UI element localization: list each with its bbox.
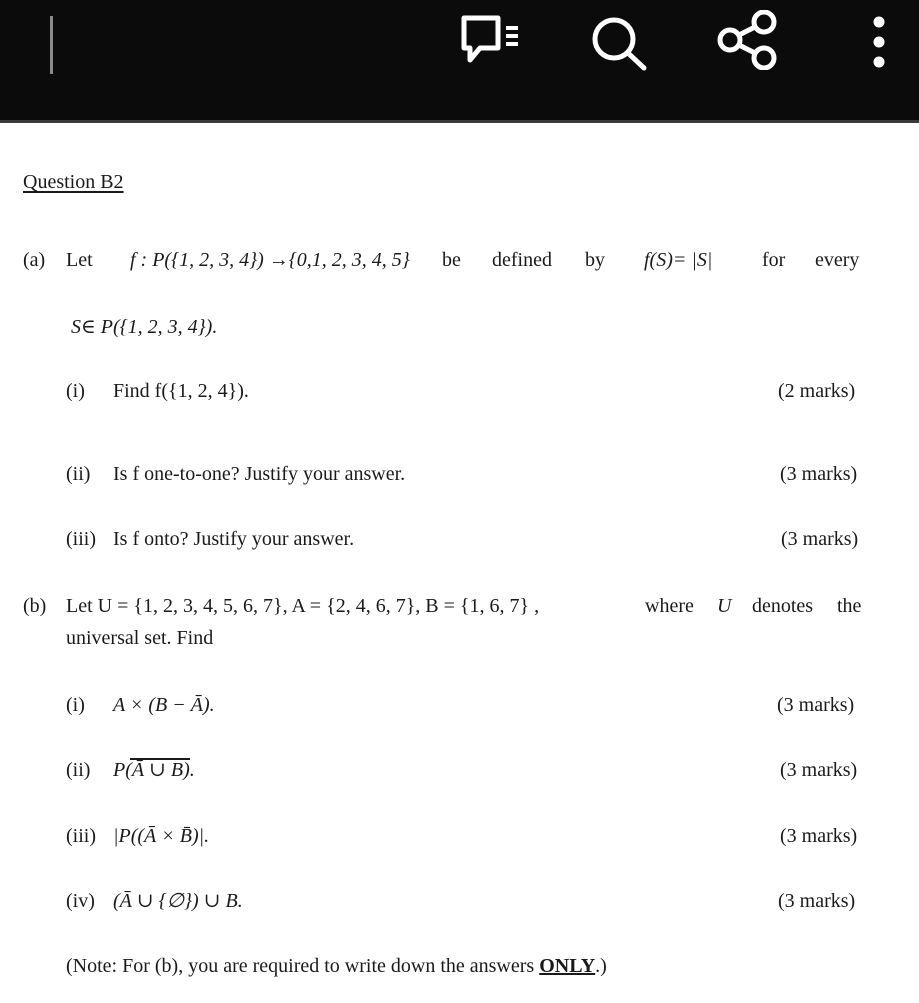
part-a-iii-marks: (3 marks) <box>781 528 859 550</box>
search-icon[interactable] <box>588 14 650 72</box>
question-title: Question B2 <box>23 171 124 193</box>
note-only-emphasis: ONLY <box>539 955 596 977</box>
part-b-i-number: (i) <box>66 694 85 716</box>
document-page <box>0 123 919 1003</box>
part-a-i-text: Find f({1, 2, 4}). <box>113 380 249 402</box>
part-a-word-be: be <box>442 249 461 271</box>
part-a-domain-continuation: S∈ P({1, 2, 3, 4}). <box>71 316 218 338</box>
part-a-word-defined: defined <box>492 249 552 271</box>
top-toolbar <box>0 0 919 123</box>
note-prefix: (Note: For (b), you are required to write down the answers <box>66 955 540 977</box>
part-b-iv-text: (Ā ∪ {∅}) ∪ B. <box>113 890 243 912</box>
part-b-iii-marks: (3 marks) <box>780 825 858 847</box>
part-a-function-definition: f : P({1, 2, 3, 4}) →{0,1, 2, 3, 4, 5} <box>130 249 410 271</box>
part-a-ii-marks: (3 marks) <box>780 463 858 485</box>
part-a-word-for: for <box>762 249 786 271</box>
part-a-i-number: (i) <box>66 380 85 402</box>
part-a-label: (a) <box>23 249 46 271</box>
part-b-iv-marks: (3 marks) <box>778 890 856 912</box>
part-a-ii-number: (ii) <box>66 463 91 485</box>
part-b-word-denotes: denotes <box>752 595 814 617</box>
part-b-word-where: where <box>645 595 694 617</box>
part-b-ii-marks: (3 marks) <box>780 759 858 781</box>
text-cursor <box>50 16 53 74</box>
part-b-iii-text: |P((Ā × B̄)|. <box>113 825 210 847</box>
comment-icon[interactable] <box>458 12 522 68</box>
part-a-rule: f(S)= |S| <box>644 249 713 271</box>
share-icon[interactable] <box>714 10 780 70</box>
part-b-iv-number: (iv) <box>66 890 95 912</box>
part-a-iii-text: Is f onto? Justify your answer. <box>113 528 355 550</box>
part-b-iii-number: (iii) <box>66 825 96 847</box>
complement-overline <box>130 758 190 760</box>
part-b-label: (b) <box>23 595 47 617</box>
more-options-icon[interactable] <box>868 14 890 70</box>
part-b-intro-line2: universal set. Find <box>66 627 214 649</box>
part-b-word-the: the <box>837 595 862 617</box>
part-a-i-marks: (2 marks) <box>778 380 856 402</box>
part-a-ii-text: Is f one-to-one? Justify your answer. <box>113 463 406 485</box>
part-b-intro-line1: Let U = {1, 2, 3, 4, 5, 6, 7}, A = {2, 4, 6, 7}, B = {1, 6, 7} , <box>66 595 540 617</box>
note-suffix: .) <box>595 955 607 977</box>
part-a-word-every: every <box>815 249 860 271</box>
part-b-ii-number: (ii) <box>66 759 91 781</box>
part-a-word-by: by <box>585 249 605 271</box>
part-a-let: Let <box>66 249 93 271</box>
part-b-word-U: U <box>717 595 732 617</box>
part-b-i-marks: (3 marks) <box>777 694 855 716</box>
part-b-i-text: A × (B − Ā). <box>113 694 215 716</box>
part-a-iii-number: (iii) <box>66 528 96 550</box>
part-b-note <box>66 954 607 978</box>
part-b-ii-text: P(Ā ∪ B). <box>113 759 195 781</box>
